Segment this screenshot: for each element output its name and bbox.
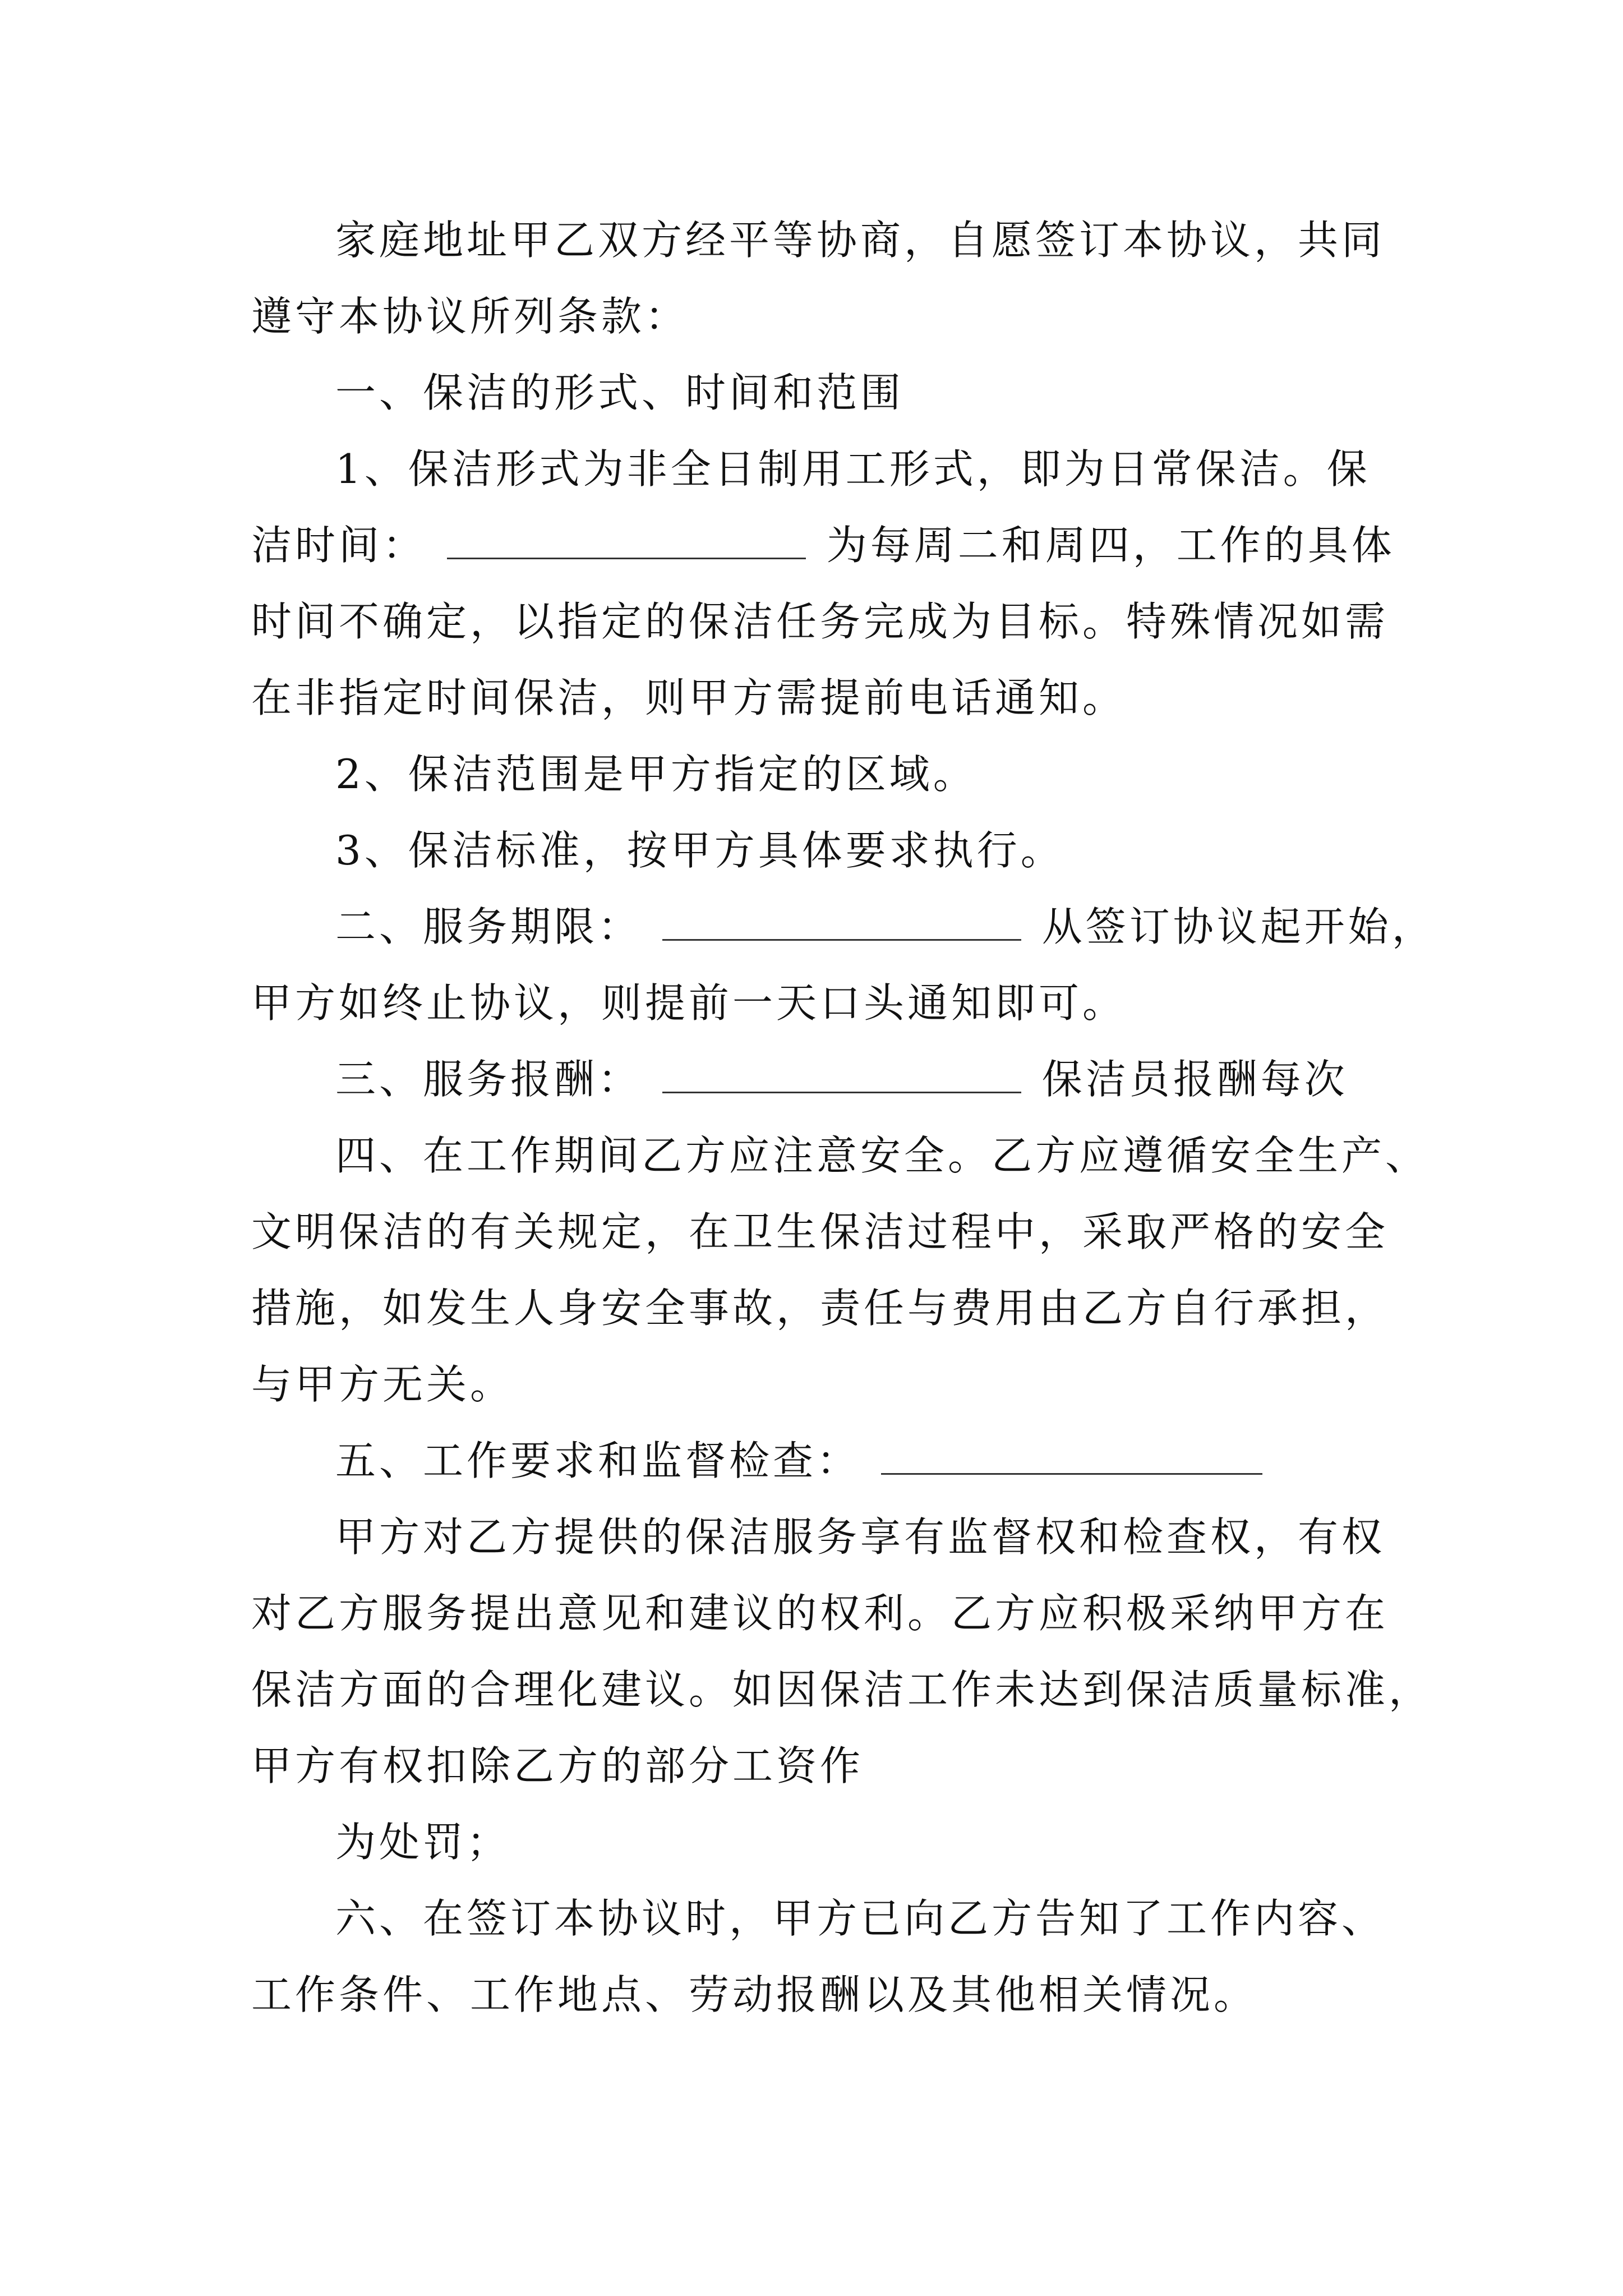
service-term-blank[interactable] bbox=[662, 900, 1021, 941]
work-requirements-blank[interactable] bbox=[881, 1434, 1262, 1475]
text: 措施，如发生人身安全事故，责任与费用由乙方自行承担， bbox=[251, 1285, 1389, 1332]
text: 1、保洁形式为非全日制用工形式，即为日常保洁。保 bbox=[335, 445, 1371, 493]
clause-1-1-line-4 bbox=[251, 671, 1126, 725]
text: 洁时间： bbox=[251, 522, 427, 569]
text: 工作条件、工作地点、劳动报酬以及其他相关情况。 bbox=[251, 1971, 1258, 2018]
clause-1-1-line-1 bbox=[335, 442, 1371, 496]
text: 保洁方面的合理化建议。如因保洁工作未达到保洁质量标准， bbox=[251, 1666, 1433, 1713]
section-5-heading bbox=[335, 1434, 1267, 1488]
text: 为每周二和周四，工作的具体 bbox=[826, 522, 1395, 569]
text: 四、在工作期间乙方应注意安全。乙方应遵循安全生产、 bbox=[335, 1132, 1430, 1179]
section-5-line-3 bbox=[251, 1663, 1432, 1717]
text: 对乙方服务提出意见和建议的权利。乙方应积极采纳甲方在 bbox=[251, 1590, 1389, 1637]
cleaning-time-blank[interactable] bbox=[447, 518, 806, 559]
clause-1-1-line-3 bbox=[251, 595, 1389, 648]
clause-1-3 bbox=[335, 823, 1064, 877]
section-2-line-1 bbox=[335, 900, 1436, 954]
text: 一、保洁的形式、时间和范围 bbox=[335, 369, 905, 416]
text: 甲方对乙方提供的保洁服务享有监督权和检查权，有权 bbox=[335, 1513, 1386, 1561]
section-4-line-4 bbox=[251, 1358, 514, 1411]
text: 保洁员报酬每次 bbox=[1041, 1056, 1348, 1103]
section-6-line-2 bbox=[251, 1968, 1257, 2022]
section-heading-1 bbox=[335, 366, 904, 420]
text: 家庭地址甲乙双方经平等协商，自愿签订本协议，共同 bbox=[335, 217, 1386, 264]
text: 3、保洁标准，按甲方具体要求执行。 bbox=[335, 827, 1064, 874]
paragraph-intro-line-1 bbox=[335, 213, 1385, 267]
text: 2、保洁范围是甲方指定的区域。 bbox=[335, 751, 977, 798]
text: 五、工作要求和监督检查： bbox=[335, 1437, 861, 1484]
text: 二、服务期限： bbox=[335, 903, 642, 950]
section-5-line-2 bbox=[251, 1586, 1389, 1640]
section-5-line-4 bbox=[251, 1739, 864, 1793]
section-5-line-1 bbox=[335, 1510, 1385, 1564]
clause-1-1-line-2 bbox=[251, 518, 1395, 572]
clause-1-2 bbox=[335, 747, 977, 801]
paragraph-intro-line-2 bbox=[251, 289, 689, 343]
text: 从签订协议起开始， bbox=[1041, 903, 1436, 950]
text: 与甲方无关。 bbox=[251, 1361, 514, 1408]
section-6-line-1 bbox=[335, 1892, 1385, 1945]
section-3 bbox=[335, 1052, 1348, 1106]
text: 遵守本协议所列条款： bbox=[251, 293, 689, 340]
text: 在非指定时间保洁，则甲方需提前电话通知。 bbox=[251, 674, 1127, 721]
text: 甲方有权扣除乙方的部分工资作 bbox=[251, 1742, 864, 1789]
service-fee-blank[interactable] bbox=[662, 1052, 1021, 1093]
section-4-line-1 bbox=[335, 1129, 1429, 1182]
text: 三、服务报酬： bbox=[335, 1056, 642, 1103]
text: 六、在签订本协议时，甲方已向乙方告知了工作内容、 bbox=[335, 1895, 1386, 1942]
text: 甲方如终止协议，则提前一天口头通知即可。 bbox=[251, 979, 1127, 1027]
section-5-line-5 bbox=[335, 1815, 510, 1869]
section-4-line-3 bbox=[251, 1281, 1389, 1335]
section-2-line-2 bbox=[251, 976, 1126, 1030]
section-4-line-2 bbox=[251, 1205, 1389, 1259]
text: 为处罚； bbox=[335, 1819, 511, 1866]
text: 文明保洁的有关规定，在卫生保洁过程中，采取严格的安全 bbox=[251, 1208, 1389, 1255]
text: 时间不确定，以指定的保洁任务完成为目标。特殊情况如需 bbox=[251, 598, 1389, 645]
